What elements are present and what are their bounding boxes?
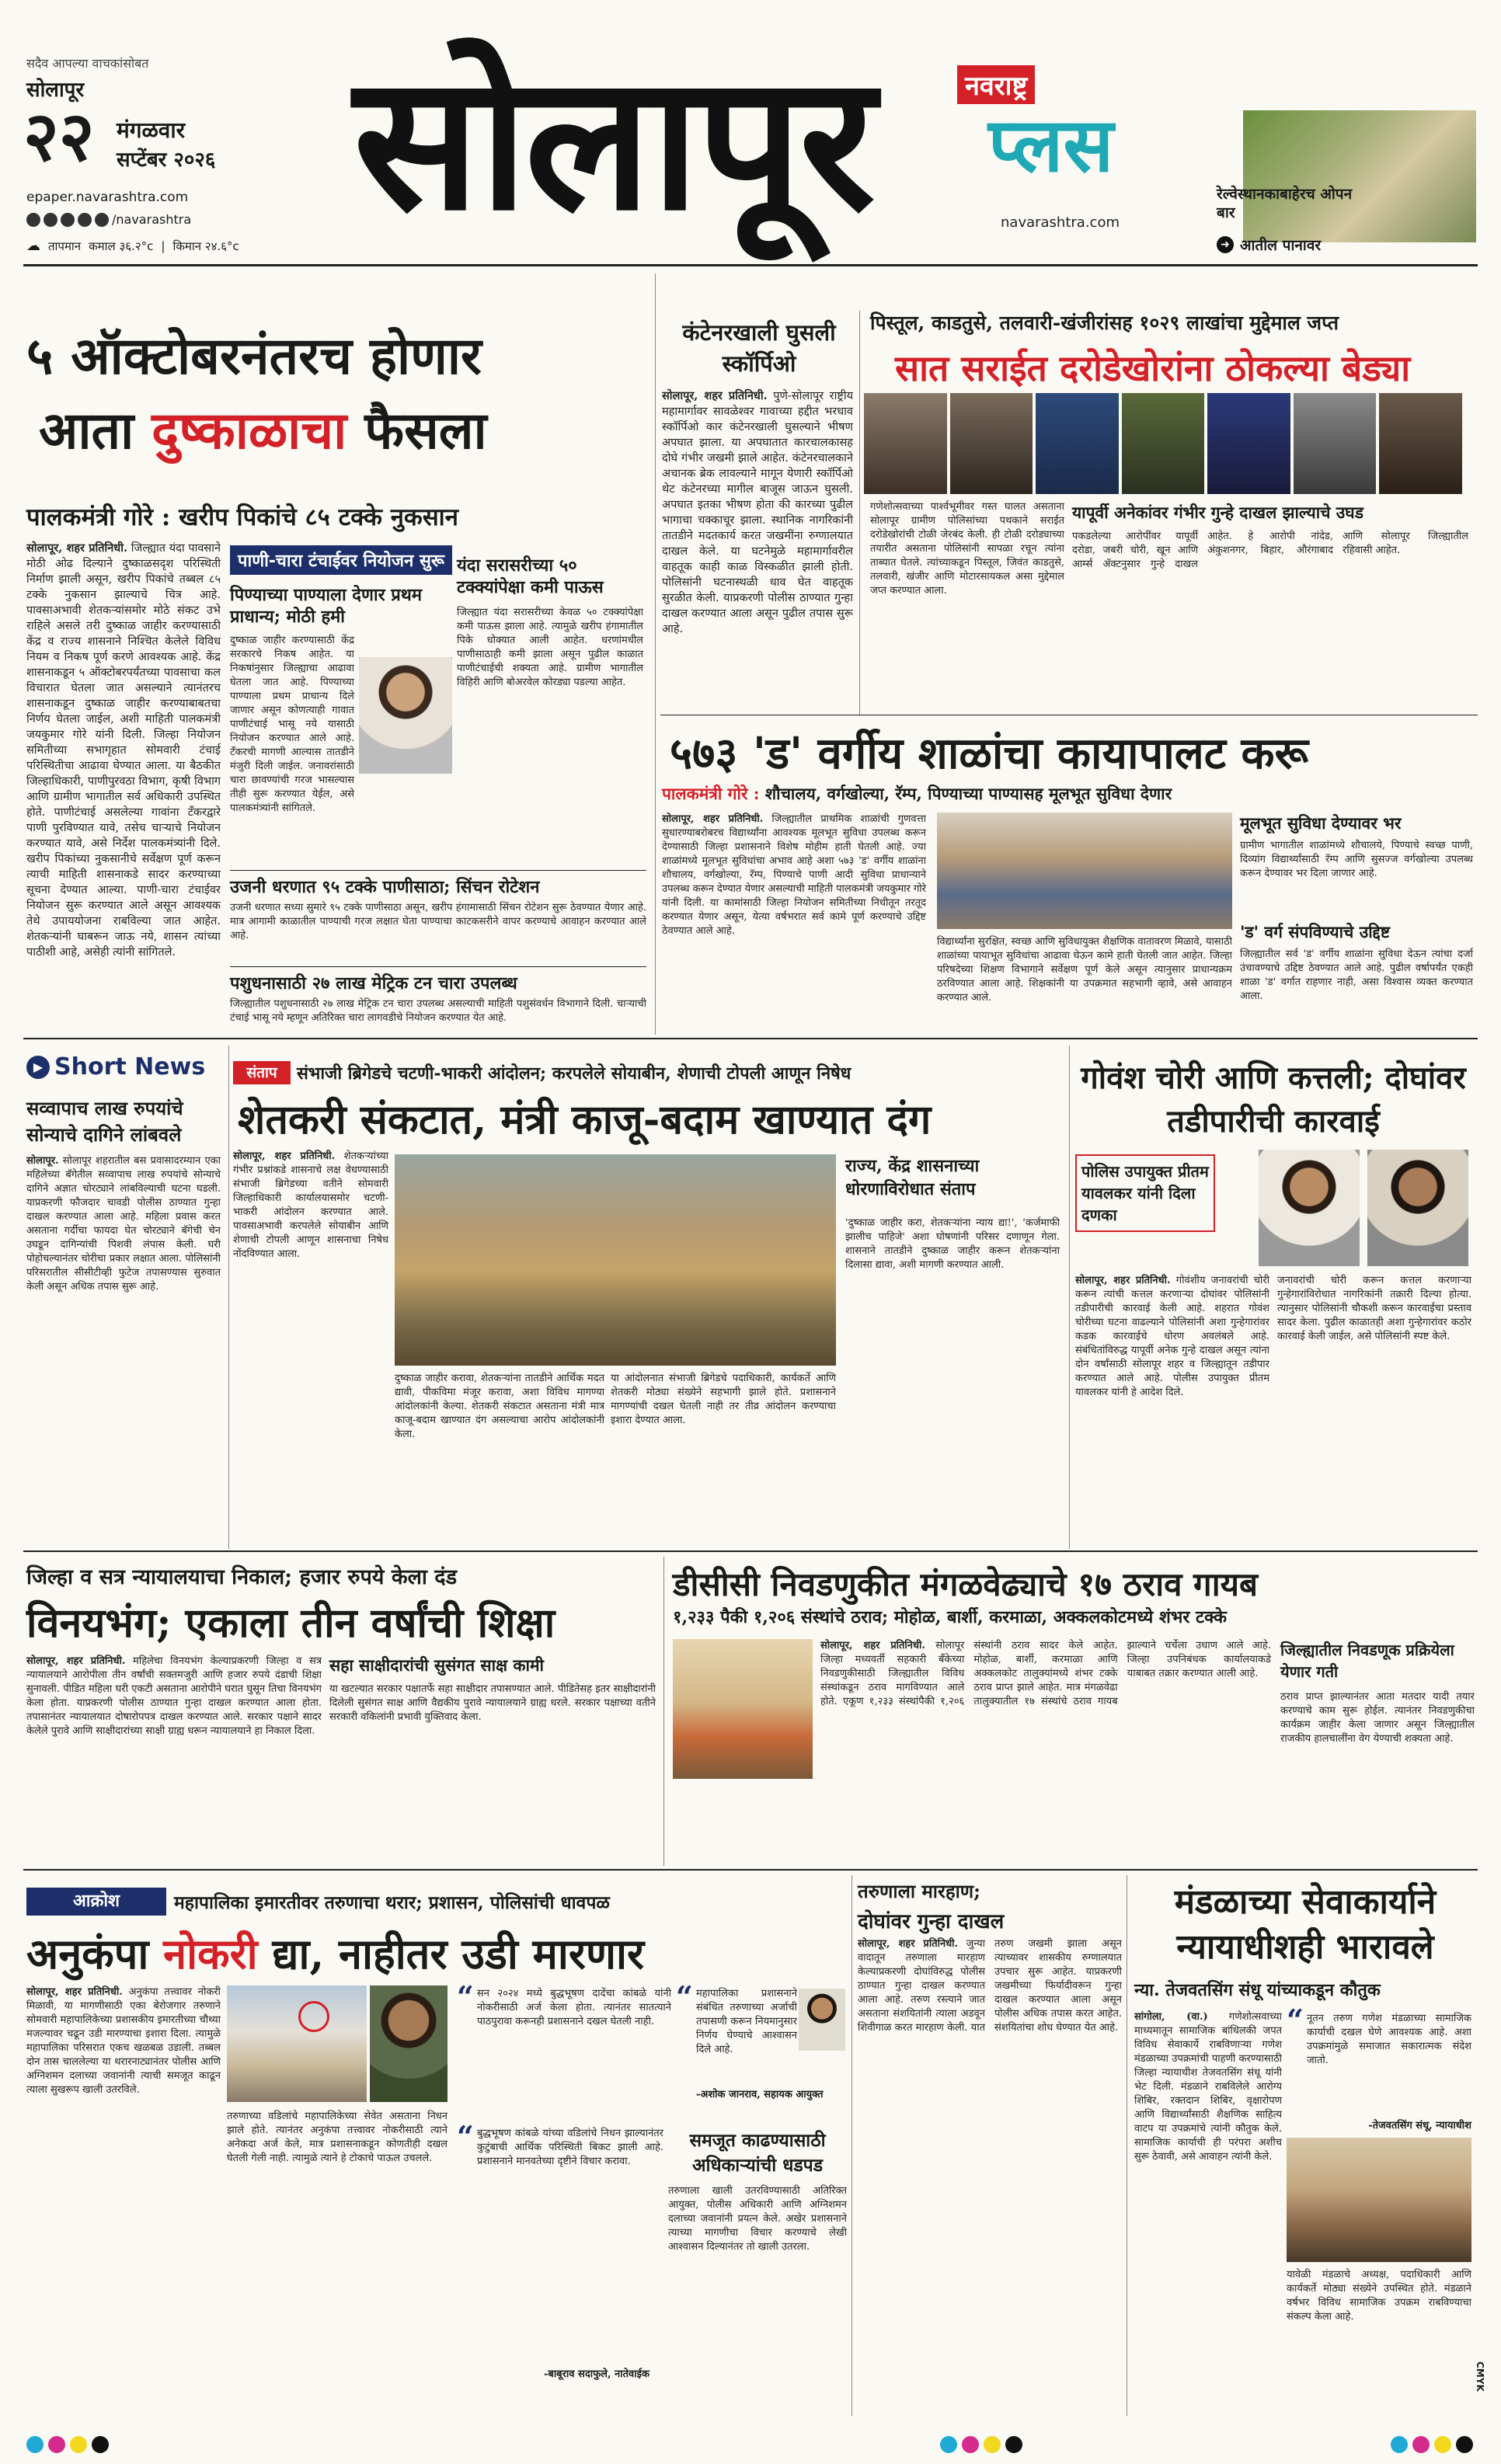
container-headline: कंटेनरखाली घुसली स्कॉर्पिओ — [682, 319, 836, 377]
schools-side-title: मूलभूत सुविधा देण्यावर भर — [1240, 813, 1402, 833]
twitter-icon[interactable] — [61, 213, 75, 227]
masthead-title: सोलापूर — [353, 33, 872, 252]
short-news-headline: सव्वापाच लाख रुपयांचे सोन्याचे दागिने लांबवले — [26, 1097, 183, 1146]
ceremony-photo — [1287, 2138, 1471, 2262]
assault-kicker: तरुणाला मारहाण; — [858, 1880, 980, 1902]
container-body: सोलापूर, शहर प्रतिनिधी. पुणे-सोलापूर राष्ट्रीय महामार्गावर सावळेश्वर गावाच्या हद्दीत भरधाव स्कॉर्पिओ कार कंटेनरखाली घुसल्याने भीषण अपघात झाला. या अपघातात कारचालकासह दोघे गंभीर जखमी झाले आहेत. कंटेनरचालकाने अचानक ब्रेक लावल्याने मागून येणारी स्कॉर्पिओ थेट कंटेनरच्या मागील बाजूस जाऊन घुसली. अपघात इतका भीषण होता की कारच्या पुढील भागाचा चक्काचूर झाला. स्थानिक नागरिकांनी तातडीने मदतकार्य करत जखमींना रुग्णालयात दाखल केले. या घटनेमुळे महामार्गावरील वाहतूक काही काळ विस्कळीत झाली होती. पोलिसांनी घटनास्थळी धाव घेत वाहतूक सुरळीत केली. याप्रकरणी पोलीस ठाण्यात गुन्हा दाखल करण्यात आला असून पुढील तपास सुरू आहे. — [662, 389, 853, 635]
magenta-dot — [48, 2436, 65, 2453]
brand-logo — [957, 65, 1162, 231]
accused-photo — [1207, 393, 1290, 494]
epaper-url[interactable]: epaper.navarashtra.com — [26, 190, 189, 205]
cattle-box: पोलिस उपायुक्त प्रीतम यावलकर यांनी दिला दणका — [1075, 1154, 1215, 1232]
max-temp: कमाल ३६.२°c — [89, 238, 154, 253]
lead-byline: सोलापूर, शहर प्रतिनिधी. — [26, 541, 128, 555]
cattle-body: सोलापूर, शहर प्रतिनिधी. गोवंशीय जनावरांची चोरी करून त्यांची कत्तल करणाऱ्या दोघांवर पोलिसांनी तडीपारीची कारवाई केली आहे. शहरात गोवंश चोरीच्या घटना वाढल्याने पोलिसांनी अशा गुन्हेगारांवर कडक कारवाईचे धोरण अवलंबले आहे. संबंधितांविरुद्ध यापूर्वी अनेक गुन्हे दाखल असून त्यांना दोन वर्षांसाठी सोलापूर शहर व जिल्ह्यातून तडीपार करण्यात आले आहे. पोलीस उपायुक्त प्रीतम यावलकर यांनी हे आदेश दिले. — [1075, 1275, 1269, 1398]
black-dot — [1456, 2436, 1473, 2453]
mandal-quote-author: -तेजवतसिंग संधू, न्यायाधीश — [1368, 2120, 1471, 2132]
mandal-quote-mark: “ — [1287, 2003, 1304, 2038]
farmers-quote-title: राज्य, केंद्र शासनाच्या धोरणाविरोधात संताप — [845, 1156, 980, 1199]
cyan-dot — [1391, 2436, 1408, 2453]
telegram-icon[interactable] — [95, 213, 109, 227]
dcc-side-body: ठराव प्राप्त झाल्यानंतर आता मतदार यादी तयार करण्याचे काम सुरू होईल. त्यानंतर निवडणुकीचा कार्यक्रम जाहीर केला जाणार असून जिल्ह्यातील राजकीय हालचालींना वेग येण्याची शक्यता आहे. — [1280, 1691, 1475, 1745]
lead-box-c-body: उजनी धरणात सध्या सुमारे ९५ टक्के पाणीसाठा असून, खरीप हंगामासाठी सिंचन रोटेशन सुरू ठेवण्यात येणार आहे. मात्र आगामी काळातील पाण्याची गरज लक्षात घेता पाण्याचा काटकसरीने वापर करण्याचे आवाहन करण्यात आले आहे. — [230, 902, 646, 941]
lead-subhead: पालकमंत्री गोरे : खरीप पिकांचे ८५ टक्के नुकसान — [26, 503, 458, 531]
robbery-body-right: पकडलेल्या आरोपींवर यापूर्वी दरोडा, जबरी चोरी, खून आणि आर्म्स ॲक्टनुसार गुन्हे दाखल आहेत. हे आरोपी नांदेड, अंकुशनगर, बिहार, औरंगाबाद आणि सोलापूर जिल्ह्यातील रहिवासी आहेत. — [1072, 531, 1468, 570]
assault-headline: दोघांवर गुन्हा दाखल — [858, 1910, 1005, 1933]
short-news-body: सोलापूर. सोलापूर शहरातील बस प्रवासादरम्यान एका महिलेच्या बॅगेतील सव्वापाच लाख रुपयांचे सोन्याचे दागिने अज्ञात चोरट्याने लांबविल्याची घटना घडली. याप्रकरणी फौजदार चावडी पोलीस ठाण्यात गुन्हा दाखल करण्यात आला आहे. महिला प्रवास करत असताना गर्दीचा फायदा घेत चोरट्याने बॅगेची चेन उघडून दागिन्यांची पिशवी लंपास केली. घरी पोहोचल्यानंतर चोरीचा प्रकार लक्षात आला. पोलिसांनी परिसरातील सीसीटीव्ही फुटेज तपासण्यास सुरुवात केली असून अधिक तपास सुरू आहे. — [26, 1155, 221, 1293]
job-quote2-author: -अशोक जानराव, सहायक आयुक्त — [696, 2089, 824, 2100]
masthead-weekday: मंगळवार — [117, 117, 186, 143]
yellow-dot — [70, 2436, 87, 2453]
weather-strip: ☁ तापमान कमाल ३६.२°c | किमान २४.६°c — [26, 238, 239, 254]
magenta-dot — [1412, 2436, 1430, 2453]
social-icons — [26, 213, 109, 227]
lead-box-d-title: पशुधनासाठी २७ लाख मेट्रिक टन चारा उपलब्ध — [230, 973, 517, 994]
mandal-subhead: न्या. तेजवतसिंग संधू यांच्याकडून कौतुक — [1134, 1980, 1381, 2000]
lead-headline-line2: आता दुष्काळाचा फैसला — [39, 400, 487, 461]
black-dot — [1005, 2436, 1022, 2453]
mandal-body: सांगोला, (वा.) गणेशोत्सवाच्या माध्यमातून सामाजिक बांधिलकी जपत विविध सेवाकार्ये राबविणाऱ्या गणेश मंडळाच्या उपक्रमांची पाहणी करण्यासाठी जिल्हा न्यायाधीश तेजवतसिंग संधू यांनी भेट दिली. मंडळाने राबविलेले आरोग्य शिबिर, रक्तदान शिबिर, वृक्षारोपण आणि विद्यार्थ्यांसाठी शैक्षणिक साहित्य वाटप या उपक्रमांचे त्यांनी कौतुक केले. सामाजिक कार्याची ही परंपरा अशीच सुरू ठेवावी, असे आवाहन त्यांनी केले. — [1134, 2011, 1282, 2163]
promo-link[interactable]: ➜ आतील पानावर — [1217, 235, 1321, 255]
accused-photo — [1294, 393, 1377, 494]
protest-photo — [395, 1154, 836, 1366]
farmers-quote-body: 'दुष्काळ जाहीर करा, शेतकऱ्यांना न्याय द्या!', 'कर्जमाफी झालीच पाहिजे' अशा घोषणांनी परिसर दणाणून गेला. शासनाने तातडीने दुष्काळ जाहीर करून शेतकऱ्यांना दिलासा द्यावा, अशी मागणी करण्यात आली. — [845, 1217, 1060, 1271]
lead-box-d-body: जिल्ह्यातील पशुधनासाठी २७ लाख मेट्रिक टन चारा उपलब्ध असल्याची माहिती पशुसंवर्धन विभागाने दिली. चाऱ्याची टंचाई भासू नये म्हणून अतिरिक्त चारा लागवडीचे नियोजन करण्यात येत आहे. — [230, 998, 646, 1024]
assault-body: सोलापूर, शहर प्रतिनिधी. जुन्या वादातून तरुणाला मारहाण केल्याप्रकरणी दोघांविरुद्ध पोलीस ठाण्यात गुन्हा दाखल करण्यात आला आहे. तरुण रस्त्याने जात असताना संशयितांनी त्याला अडवून शिवीगाळ करत मारहाण केली. यात तरुण जखमी झाला असून त्याच्यावर शासकीय रुग्णालयात उपचार सुरू आहेत. याप्रकरणी जखमीच्या फिर्यादीवरून गुन्हा दाखल करण्यात आला असून पोलीस अधिक तपास करत आहेत. संशयितांचा शोध घेण्यात येत आहे. — [858, 1938, 1122, 2034]
lead-box-a-title: पिण्याच्या पाण्याला देणार प्रथम प्राधान्य; मोठी हमी — [230, 585, 422, 627]
schools-subhead: पालकमंत्री गोरे : शौचालय, वर्गखोल्या, रॅम्प, पिण्याच्या पाण्यासह मूलभूत सुविधा देणार — [662, 784, 1172, 803]
arrow-icon: ➜ — [1217, 236, 1234, 253]
bank-photo — [673, 1639, 813, 1779]
court-body: सोलापूर, शहर प्रतिनिधी. महिलेचा विनयभंग केल्याप्रकरणी जिल्हा व सत्र न्यायालयाने आरोपीला तीन वर्षांची सक्तमजुरी आणि हजार रुपये दंडाची शिक्षा सुनावली. पीडित महिला घरी एकटी असताना आरोपीने घरात घुसून तिचा विनयभंग केला होता. याप्रकरणी पोलीस ठाण्यात गुन्हा दाखल करण्यात आला होता. तपासानंतर न्यायालयात दोषारोपपत्र दाखल करण्यात आले. सरकार पक्षाने सादर केलेले पुरावे आणि साक्षीदारांच्या साक्षी ग्राह्य धरून न्यायालयाने हा निकाल दिला. — [26, 1655, 322, 1737]
job-quote3-author: -बाबूराव सदाफुले, नातेवाईक — [544, 2368, 650, 2380]
brand-top: नवराष्ट्र — [957, 65, 1035, 104]
dcc-subhead: १,२३३ पैकी १,२०६ संस्थांचे ठराव; मोहोळ, बार्शी, करमाळा, अक्कलकोटमध्ये शंभर टक्के — [673, 1607, 1227, 1627]
promo-photo — [1243, 110, 1476, 242]
schools-body: सोलापूर, शहर प्रतिनिधी. जिल्ह्यातील प्राथमिक शाळांची गुणवत्ता सुधारण्याबरोबरच विद्यार्थ्यांना आवश्यक मूलभूत सुविधा उपलब्ध करून देण्यासाठी जिल्हा प्रशासनाने विशेष मोहीम हाती घेतली आहे. ज्या शाळांमध्ये मूलभूत सुविधांचा अभाव आहे अशा ५७३ 'ड' वर्गीय शाळांना शौचालय, वर्गखोल्या, रॅम्प, पिण्याचे पाणी आदी सुविधा प्राधान्याने उपलब्ध करून देण्यात येणार असल्याची माहिती पालकमंत्री जयकुमार गोरे यांनी दिली. या कामांसाठी जिल्हा नियोजन समितीच्या निधीतून तरतूद करण्यात येणार असून, येत्या वर्षभरात सर्व कामे पूर्ण करण्याचे उद्दिष्ट ठेवण्यात आले आहे. — [662, 813, 926, 937]
farmers-kicker: संभाजी ब्रिगेडचे चटणी-भाकरी आंदोलन; करपलेले सोयाबीन, शेणाची टोपली आणून निषेध — [297, 1063, 851, 1084]
lead-box-a-body: दुष्काळ जाहीर करण्यासाठी केंद्र सरकारचे निकष आहेत. या निकषांनुसार जिल्ह्याचा आढावा घेतला जात आहे. पिण्याच्या पाण्याला प्रथम प्राधान्य दिले जाणार असून कोणत्याही गावात पाणीटंचाई भासू नये यासाठी नियोजन करण्यात आले आहे. टँकरची मागणी आल्यास तातडीने मंजुरी दिली जाईल. जनावरांसाठी चारा छावण्यांची गरज भासल्यास तीही सुरू करण्यात येईल, असे पालकमंत्र्यांनी सांगितले. — [230, 635, 354, 814]
dcc-side-title: जिल्ह्यातील निवडणूक प्रक्रियेला येणार गती — [1280, 1641, 1454, 1681]
robbery-kicker: पिस्तूल, काडतुसे, तलवारी-खंजीरांसह १०२९ लाखांचा मुद्देमाल जप्त — [870, 311, 1339, 334]
youtube-icon[interactable] — [78, 213, 92, 227]
court-kicker: जिल्हा व सत्र न्यायालयाचा निकाल; हजार रुपये केला दंड — [26, 1565, 458, 1589]
lead-body: सोलापूर, शहर प्रतिनिधी. जिल्ह्यात यंदा पावसाने मोठी ओढ दिल्याने दुष्काळसदृश परिस्थिती निर्माण झाली असून, खरीप पिकांचे तब्बल ८५ टक्के नुकसान झाल्याचे चित्र आहे. पावसाअभावी शेतकऱ्यांसमोर मोठे संकट उभे राहिले असले तरी दुष्काळ जाहीर करण्यासाठी केंद्र व राज्य शासनाने निश्चित केलेले विविध नियम व निकष पूर्ण करणे आवश्यक आहे. केंद्र शासनाकडून ५ ऑक्टोबरपर्यंतच्या पावसाचा कल विचारात घेतला जात असल्याने त्यानंतरच शासनाकडून दुष्काळ जाहीर करण्याबाबतचा निर्णय घेतला जाईल, अशी माहिती पालकमंत्री जयकुमार गोरे यांनी दिली. जिल्हा नियोजन समितीच्या सभागृहात सोमवारी टंचाई परिस्थितीचा आढावा घेण्यात आला. या बैठकीत जिल्हाधिकारी, पाणीपुरवठा विभाग, कृषी विभाग आणि ग्रामीण भागातील सर्व अधिकारी उपस्थित होते. पाणीटंचाई असलेल्या गावांना टँकरद्वारे पाणी पुरविण्यात यावे, तसेच चाऱ्याचे नियोजन करण्यात यावे, असे निर्देश पालकमंत्र्यांनी दिले. खरीप पिकांच्या नुकसानीचे सर्वेक्षण पूर्ण करून त्याची माहिती शासनाकडे सादर करण्याच्या सूचना देण्यात आल्या. पाणी-चारा टंचाईवर नियोजन सुरू करण्यात आले असून आवश्यक तेथे उपाययोजना राबविल्या जात आहेत. शेतकऱ्यांनी घाबरून जाऊ नये, शासन त्यांच्या पाठीशी आहे, असेही त्यांनी सांगितले. — [26, 541, 221, 959]
schools-side-title2: 'ड' वर्ग संपविण्याचे उद्दिष्ट — [1240, 922, 1391, 941]
accused-photo — [864, 393, 947, 494]
cmyk-label: CMYK — [1475, 2361, 1485, 2392]
farmers-body-left: सोलापूर, शहर प्रतिनिधी. शेतकऱ्यांच्या गंभीर प्रश्नांकडे शासनाचे लक्ष वेधण्यासाठी संभाजी ब्रिगेडच्या वतीने सोमवारी जिल्हाधिकारी कार्यालयासमोर चटणी-भाकरी आंदोलन करण्यात आले. पावसाअभावी करपलेले सोयाबीन आणि शेणाची टोपली आणून शासनाचा निषेध नोंदविण्यात आला. — [233, 1150, 388, 1260]
job-sub-body: तरुणाला खाली उतरविण्यासाठी अतिरिक्त आयुक्त, पोलीस अधिकारी आणि अग्निशमन दलाच्या जवानांनी प्रयत्न केले. अखेर प्रशासनाने त्याच्या मागणीचा विचार करण्याचे लेखी आश्वासन दिल्यानंतर तो खाली उतरला. — [668, 2185, 847, 2253]
short-news-label: ▶ Short News — [26, 1053, 205, 1081]
farmers-body-right: या आंदोलनात संभाजी ब्रिगेडचे पदाधिकारी, कार्यकर्ते आणि शेतकरी मोठ्या संख्येने सहभागी झाले होते. प्रशासनाने मागण्यांची दखल घेतली नाही तर तीव्र आंदोलन करण्याचा इशारा देण्यात आला. — [611, 1373, 836, 1426]
dcc-body: सोलापूर, शहर प्रतिनिधी. सोलापूर जिल्हा मध्यवर्ती सहकारी बँकेच्या निवडणुकीसाठी जिल्ह्यातील विविध संस्थांकडून ठराव मागविण्यात आले होते. एकूण १,२३३ संस्थांपैकी १,२०६ संस्थांनी ठराव सादर केले आहेत. मोहोळ, बार्शी, करमाळा आणि अक्कलकोट तालुक्यांमध्ये शंभर टक्के ठराव प्राप्त झाले आहेत. मात्र मंगळवेढा तालुक्यातील १७ संस्थांचे ठराव गायब झाल्याने चर्चेला उधाण आले आहे. जिल्हा उपनिबंधक कार्यालयाकडे याबाबत तक्रार करण्यात आली आहे. — [820, 1640, 1271, 1707]
accused-photos — [864, 393, 1462, 494]
highlight-circle — [298, 2001, 329, 2032]
magenta-dot — [962, 2436, 979, 2453]
cattle-headline: गोवंश चोरी आणि कत्तली; दोघांवर तडीपारीची कारवाई — [1081, 1060, 1466, 1140]
youth-photo — [370, 1985, 448, 2102]
farmers-tag: संताप — [233, 1061, 291, 1084]
cattle-body-right: जनावरांची चोरी करून कत्तल करणाऱ्या गुन्हेगारांविरोधात नागरिकांनी तक्रारी दिल्या होत्या. त्यानुसार पोलिसांनी चौकशी करून कारवाईचा प्रस्ताव सादर केला. पुढील काळातही अशा गुन्हेगारांवर कठोर कारवाई केली जाईल, असे पोलिसांनी स्पष्ट केले. — [1277, 1275, 1471, 1342]
court-sub: सहा साक्षीदारांची सुसंगत साक्ष कामी — [329, 1655, 544, 1675]
instagram-icon[interactable] — [44, 213, 57, 227]
masthead-city: सोलापूर — [26, 78, 85, 102]
mandal-body-right: यावेळी मंडळाचे अध्यक्ष, पदाधिकारी आणि कार्यकर्ते मोठ्या संख्येने उपस्थित होते. मंडळाने वर्षभर विविध सामाजिक उपक्रम राबविण्याचा संकल्प केला आहे. — [1287, 2269, 1471, 2323]
job-tag: आक्रोश — [26, 1888, 166, 1916]
lead-box-header: पाणी-चारा टंचाईवर नियोजन सुरू — [230, 545, 452, 575]
schools-headline: ५७३ 'ड' वर्गीय शाळांचा कायापालट करू — [670, 728, 1308, 779]
job-headline: अनुकंपा नोकरी द्या, नाहीतर उडी मारणार — [26, 1929, 645, 1979]
quote1-mark: “ — [457, 1979, 474, 2014]
masthead-tagline: सदैव आपल्या वाचकांसोबत — [26, 56, 149, 71]
black-dot — [92, 2436, 109, 2453]
yellow-dot — [984, 2436, 1001, 2453]
brand-main: प्लस — [988, 102, 1114, 189]
official-photo — [799, 1989, 845, 2051]
job-body-mid: तरुणाच्या वडिलांचे महापालिकेच्या सेवेत असताना निधन झाले होते. त्यानंतर अनुकंपा तत्त्वावर नोकरीसाठी त्याने अनेकदा अर्ज केले, मात्र प्रशासनाकडून कोणतीही दखल घेतली गेली नाही. त्यामुळे त्याने हे टोकाचे पाऊल उचलले. — [227, 2111, 448, 2164]
lead-box-c-title: उजनी धरणात ९५ टक्के पाणीसाठा; सिंचन रोटेशन — [230, 877, 540, 897]
schools-side-body: ग्रामीण भागातील शाळांमध्ये शौचालये, पिण्याचे स्वच्छ पाणी, दिव्यांग विद्यार्थ्यांसाठी रॅम्प आणि सुसज्ज वर्गखोल्या उपलब्ध करून देण्यावर भर दिला जाणार आहे. — [1240, 840, 1473, 879]
accused-photo — [1122, 393, 1205, 494]
play-icon: ▶ — [26, 1056, 50, 1079]
job-sub: समजूत काढण्यासाठी अधिकाऱ्यांची धडपड — [689, 2130, 826, 2176]
job-quote3: बुद्धभूषण कांबळे यांच्या वडिलांचे निधन झाल्यानंतर कुटुंबाची आर्थिक परिस्थिती बिकट झाली आहे. प्रशासनाने मानवतेच्या दृष्टीने विचार करावा. — [477, 2128, 663, 2167]
weather-icon: ☁ — [26, 238, 40, 254]
lead-box-b-body: जिल्ह्यात यंदा सरासरीच्या केवळ ५० टक्क्यांपेक्षा कमी पाऊस झाला आहे. त्यामुळे खरीप हंगामातील पिके धोक्यात आली आहेत. धरणांमधील पाणीसाठाही कमी झाला असून पुढील काळात पाणीटंचाईची शक्यता आहे. ग्रामीण भागातील विहिरी आणि बोअरवेल कोरड्या पडल्या आहेत. — [457, 607, 643, 688]
job-quote1: सन २०२४ मध्ये बुद्धभूषण दादेंचा कांबळे यांनी नोकरीसाठी अर्ज केला होता. त्यानंतर सातत्याने पाठपुरावा करूनही प्रशासनाने दखल घेतली नाही. — [477, 1988, 671, 2027]
mandal-headline: मंडळाच्या सेवाकार्याने न्यायाधीशही भारावले — [1174, 1882, 1437, 1967]
court-body-right: या खटल्यात सरकार पक्षातर्फे सहा साक्षीदार तपासण्यात आले. पीडितेसह इतर साक्षीदारांनी दिलेली सुसंगत साक्ष आणि वैद्यकीय पुरावे न्यायालयाने ग्राह्य धरले. सरकार पक्षाच्या वतीने सरकारी वकिलांनी प्रभावी युक्तिवाद केला. — [329, 1683, 656, 1723]
masthead-day-number: २२ — [23, 96, 95, 176]
accused-photo — [1379, 393, 1462, 494]
min-temp: किमान २४.६°c — [172, 238, 239, 253]
job-body: सोलापूर, शहर प्रतिनिधी. अनुकंपा तत्त्वावर नोकरी मिळावी, या मागणीसाठी एका बेरोजगार तरुणाने सोमवारी महापालिकेच्या प्रशासकीय इमारतीच्या चौथ्या मजल्यावर चढून उडी मारण्याचा इशारा दिला. त्यामुळे महापालिका परिसरात एकच खळबळ उडाली. तब्बल दोन तास चाललेल्या या थरारनाट्यानंतर पोलीस आणि अग्निशमन दलाच्या जवानांनी त्याची समजूत काढून त्याला सुखरूप खाली उतरविले. — [26, 1986, 221, 2096]
building-photo — [227, 1985, 367, 2102]
officer-photo-2 — [1367, 1150, 1468, 1266]
quote2-mark: “ — [676, 1979, 693, 2014]
quote3-mark: “ — [457, 2119, 474, 2154]
masthead-month-year: सप्टेंबर २०२६ — [117, 148, 216, 172]
facebook-icon[interactable] — [26, 213, 40, 227]
schools-side-body2: जिल्ह्यातील सर्व 'ड' वर्गीय शाळांना सुविधा देऊन त्यांचा दर्जा उंचावण्याचे उद्दिष्ट ठेवण्यात आले आहे. पुढील वर्षापर्यंत एकही शाळा 'ड' वर्गात राहणार नाही, असा विश्वास व्यक्त करण्यात आला. — [1240, 948, 1473, 1002]
classroom-photo — [937, 813, 1232, 929]
robbery-sub: यापूर्वी अनेकांवर गंभीर गुन्हे दाखल झाल्याचे उघड — [1072, 503, 1363, 522]
minister-photo — [359, 657, 452, 774]
officer-photo-1 — [1259, 1150, 1360, 1266]
social-handle: /navarashtra — [112, 212, 192, 227]
mandal-quote: नूतन तरुण गणेश मंडळाच्या सामाजिक कार्याची दखल घेणे आवश्यक आहे. अशा उपक्रमांमुळे समाजात सकारात्मक संदेश जातो. — [1307, 2013, 1471, 2066]
job-kicker: महापालिका इमारतीवर तरुणाचा थरार; प्रशासन, पोलिसांची धावपळ — [174, 1892, 610, 1913]
dcc-headline: डीसीसी निवडणुकीत मंगळवेढ्याचे १७ ठराव गायब — [673, 1565, 1258, 1603]
promo-text: रेल्वेस्थानकाबाहेरच ओपन बार — [1217, 186, 1353, 221]
lead-headline-line1: ५ ऑक्टोबरनंतरच होणार — [26, 325, 482, 386]
job-quote2: महापालिका प्रशासनाने संबंधित तरुणाच्या अर्जाची तपासणी करून नियमानुसार निर्णय घेण्याचे आश्वासन दिले आहे. — [696, 1988, 797, 2055]
yellow-dot — [1434, 2436, 1451, 2453]
brand-url: navarashtra.com — [1001, 214, 1120, 231]
farmers-body-mid: दुष्काळ जाहीर करावा, शेतकऱ्यांना तातडीने आर्थिक मदत द्यावी, पीकविमा मंजूर करावा, अशा विविध मागण्या आंदोलकांनी केल्या. शेतकरी संकटात असताना मंत्री मात्र काजू-बदाम खाण्यात दंग असल्याचा आरोप आंदोलकांनी केला. — [395, 1373, 604, 1440]
court-headline: विनयभंग; एकाला तीन वर्षांची शिक्षा — [26, 1599, 555, 1647]
schools-body-mid: विद्यार्थ्यांना सुरक्षित, स्वच्छ आणि सुविधायुक्त शैक्षणिक वातावरण मिळावे, यासाठी शाळांच्या पायाभूत सुविधांचा आढावा घेऊन कामे हाती घेतली जात आहेत. जिल्हा परिषदेच्या शिक्षण विभागाने सर्वेक्षण पूर्ण केले असून त्यानुसार प्राधान्यक्रम ठरविण्यात आला आहे. शिक्षकांनी या उपक्रमात सहभागी व्हावे, असे आवाहन करण्यात आले. — [937, 936, 1232, 1004]
weather-label: तापमान — [48, 238, 82, 253]
accused-photo — [950, 393, 1033, 494]
cyan-dot — [26, 2436, 44, 2453]
robbery-body-left: गणेशोत्सवाच्या पार्श्वभूमीवर गस्त घालत असताना सोलापूर ग्रामीण पोलिसांच्या पथकाने सराईत दरोडेखोरांची टोळी जेरबंद केली. ही टोळी दरोड्याच्या तयारीत असताना पोलिसांनी सापळा रचून त्यांना ताब्यात घेतले. त्यांच्याकडून पिस्तूल, जिवंत काडतुसे, तलवारी, खंजीर आणि मोटारसायकल असा मुद्देमाल जप्त करण्यात आला. — [870, 501, 1064, 597]
accused-photo — [1036, 393, 1119, 494]
farmers-headline: शेतकरी संकटात, मंत्री काजू-बदाम खाण्यात दंग — [238, 1096, 932, 1143]
robbery-headline: सात सराईत दरोडेखोरांना ठोकल्या बेड्या — [895, 347, 1411, 389]
lead-box-b-title: यंदा सरासरीच्या ५० टक्क्यांपेक्षा कमी पाऊस — [457, 555, 604, 597]
cyan-dot — [940, 2436, 957, 2453]
